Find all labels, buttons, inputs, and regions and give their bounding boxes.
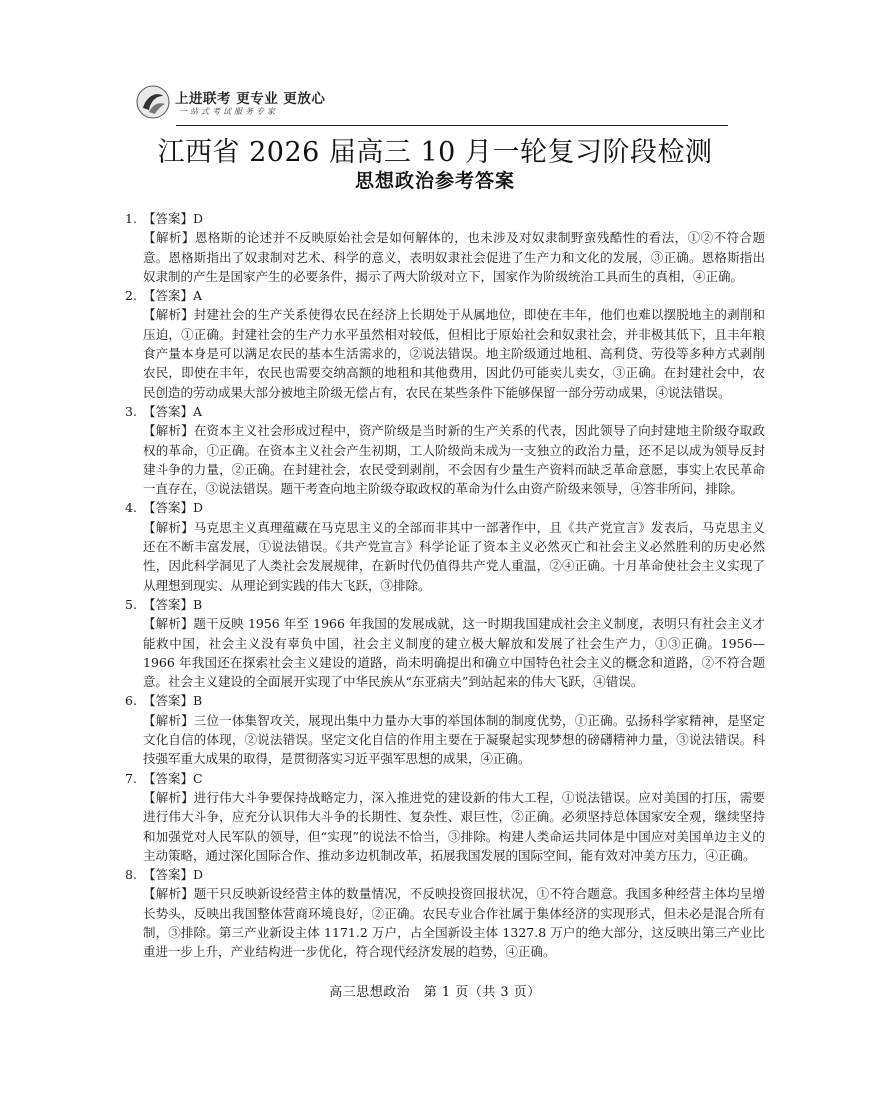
question-answer-line (125, 498, 765, 517)
question-block (125, 286, 765, 402)
question-block (125, 209, 765, 286)
question-number: 8. (125, 867, 137, 883)
logo-mark-icon (135, 84, 171, 120)
brand-logo (135, 84, 365, 124)
answer-label: 【答案】D (143, 211, 204, 226)
question-answer-line (125, 769, 765, 788)
page-footer: 高三思想政治 第 1 页（共 3 页） (329, 985, 541, 1000)
analysis-text: 【解析】三位一体集智攻关，展现出集中力量办大事的举国体制的制度优势，①正确。弘扬科学家精神，是坚定文化自信的体现，②说法错误。坚定文化自信的作用主要在于凝聚起实现梦想的磅礴精神力量，③说法错误。科技强军重大成果的取得，是贯彻落实习近平强军思想的成果，④正确。 (143, 712, 765, 767)
question-block (125, 595, 765, 691)
analysis-text: 【解析】马克思主义真理蕴藏在马克思主义的全部而非其中一部著作中，且《共产党宣言》发表后，马克思主义还在不断丰富发展，①说法错误。《共产党宣言》科学论证了资本主义必然灭亡和社会主义必然胜利的历史必然性，因此科学洞见了人类社会发展规律，在新时代仍值得共产党人重温，②④正确。十月革命使社会主义实现了从理想到现实、从理论到实践的伟大飞跃，③排除。 (143, 519, 765, 593)
analysis-text: 【解析】题干只反映新设经营主体的数量情况，不反映投资回报状况，①不符合题意。我国多种经营主体均呈增长势头，反映出我国整体营商环境良好，②正确。农民专业合作社属于集体经济的实现形式，但未必是混合所有制，③排除。第三产业新设主体 1171.2 万户，占全国新设主体 1327.8 万户的绝大部分，这反映出第三产业比重进一步上升，产业结构进一步优化，符合现代经济发展的趋势，④正确。 (143, 886, 765, 960)
analysis-text: 【解析】题干反映 1956 年至 1966 年我国的发展成就，这一时期我国建成社会主义制度，表明只有社会主义才能救中国，社会主义没有辜负中国，社会主义制度的建立极大解放和发展了社会生产力，①③正确。1956—1966 年我国还在探索社会主义建设的道路，尚未明确提出和确立中国特色社会主义的概念和道路，②不符合题意。社会主义建设的全面展开实现了中华民族从“东亚病夫”到站起来的伟大飞跃，④错误。 (143, 616, 765, 690)
question-answer-line (125, 595, 765, 614)
analysis-text: 【解析】封建社会的生产关系使得农民在经济上长期处于从属地位，即使在丰年，他们也难以摆脱地主的剥削和压迫，①正确。封建社会的生产力水平虽然相对较低，但相比于原始社会和奴隶社会，并非极其低下，且丰年粮食产量本身是可以满足农民的基本生活需求的，②说法错误。地主阶级通过地租、高利贷、劳役等多种方式剥削农民，即使在丰年，农民也需要交纳高额的地租和其他费用，因此仍可能卖儿卖女，③正确。在封建社会中，农民创造的劳动成果大部分被地主阶级无偿占有，农民在某些条件下能够保留一部分劳动成果，④说法错误。 (143, 307, 765, 400)
question-answer-line (125, 691, 765, 710)
answer-label: 【答案】B (143, 596, 203, 612)
analysis-text: 【解析】在资本主义社会形成过程中，资产阶级是当时新的生产关系的代表，因此领导了向封建地主阶级夺取政权的革命，①正确。在资本主义社会产生初期，工人阶级尚未成为一支独立的政治力量，还不足以成为领导反封建斗争的力量，②正确。在封建社会，农民受到剥削，不会因有少量生产资料而缺乏革命意愿，事实上农民革命一直存在，③说法错误。题干考查向地主阶级夺取政权的革命为什么由资产阶级来领导，④答非所问，排除。 (143, 423, 765, 497)
answer-label: 【答案】D (143, 500, 204, 516)
question-block (125, 498, 765, 594)
answer-label: 【答案】A (143, 288, 203, 304)
question-number: 4. (125, 500, 137, 516)
question-block (125, 769, 765, 865)
logo-subtitle: 一站式考试服务专家 (179, 107, 278, 116)
answer-label: 【答案】C (143, 770, 203, 786)
header-divider (176, 125, 728, 126)
question-number: 6. (125, 693, 137, 709)
question-number: 5. (125, 596, 137, 612)
question-number: 7. (125, 770, 137, 786)
question-answer-line (125, 209, 765, 228)
answer-label: 【答案】A (143, 403, 203, 419)
question-block (125, 691, 765, 768)
question-number: 3. (125, 403, 137, 419)
page-subtitle: 思想政治参考答案 (354, 170, 515, 192)
analysis-text: 【解析】恩格斯的论述并不反映原始社会是如何解体的，也未涉及对奴隶制野蛮残酷性的看法，①②不符合题意。恩格斯指出了奴隶制对艺术、科学的意义，表明奴隶社会促进了生产力和文化的发展，③正确。恩格斯指出奴隶制的产生是国家产生的必要条件，揭示了两大阶级对立下，国家作为阶级统治工具而生的真相，④正确。 (143, 230, 765, 284)
question-block (125, 402, 765, 498)
answer-label: 【答案】B (143, 693, 203, 709)
question-answer-line (125, 865, 765, 884)
question-number: 1. (125, 211, 137, 226)
question-number: 2. (125, 288, 137, 304)
page-title: 江西省 2026 届高三 10 月一轮复习阶段检测 (157, 137, 713, 168)
answer-list (125, 209, 765, 962)
analysis-text: 【解析】进行伟大斗争要保持战略定力，深入推进党的建设新的伟大工程，①说法错误。应对美国的打压，需要进行伟大斗争，应充分认识伟大斗争的长期性、复杂性、艰巨性，②正确。必须坚持总体国家安全观，继续坚持和加强党对人民军队的领导，但“实现”的说法不恰当，③排除。构建人类命运共同体是中国应对美国单边主义的主动策略，通过深化国际合作、推动多边机制改革，拓展我国发展的国际空间，能有效对冲美方压力，④正确。 (143, 789, 765, 863)
logo-title: 上进联考 更专业 更放心 (175, 91, 326, 107)
answer-label: 【答案】D (143, 867, 204, 883)
question-answer-line (125, 286, 765, 305)
question-block (125, 865, 765, 961)
question-answer-line (125, 402, 765, 421)
